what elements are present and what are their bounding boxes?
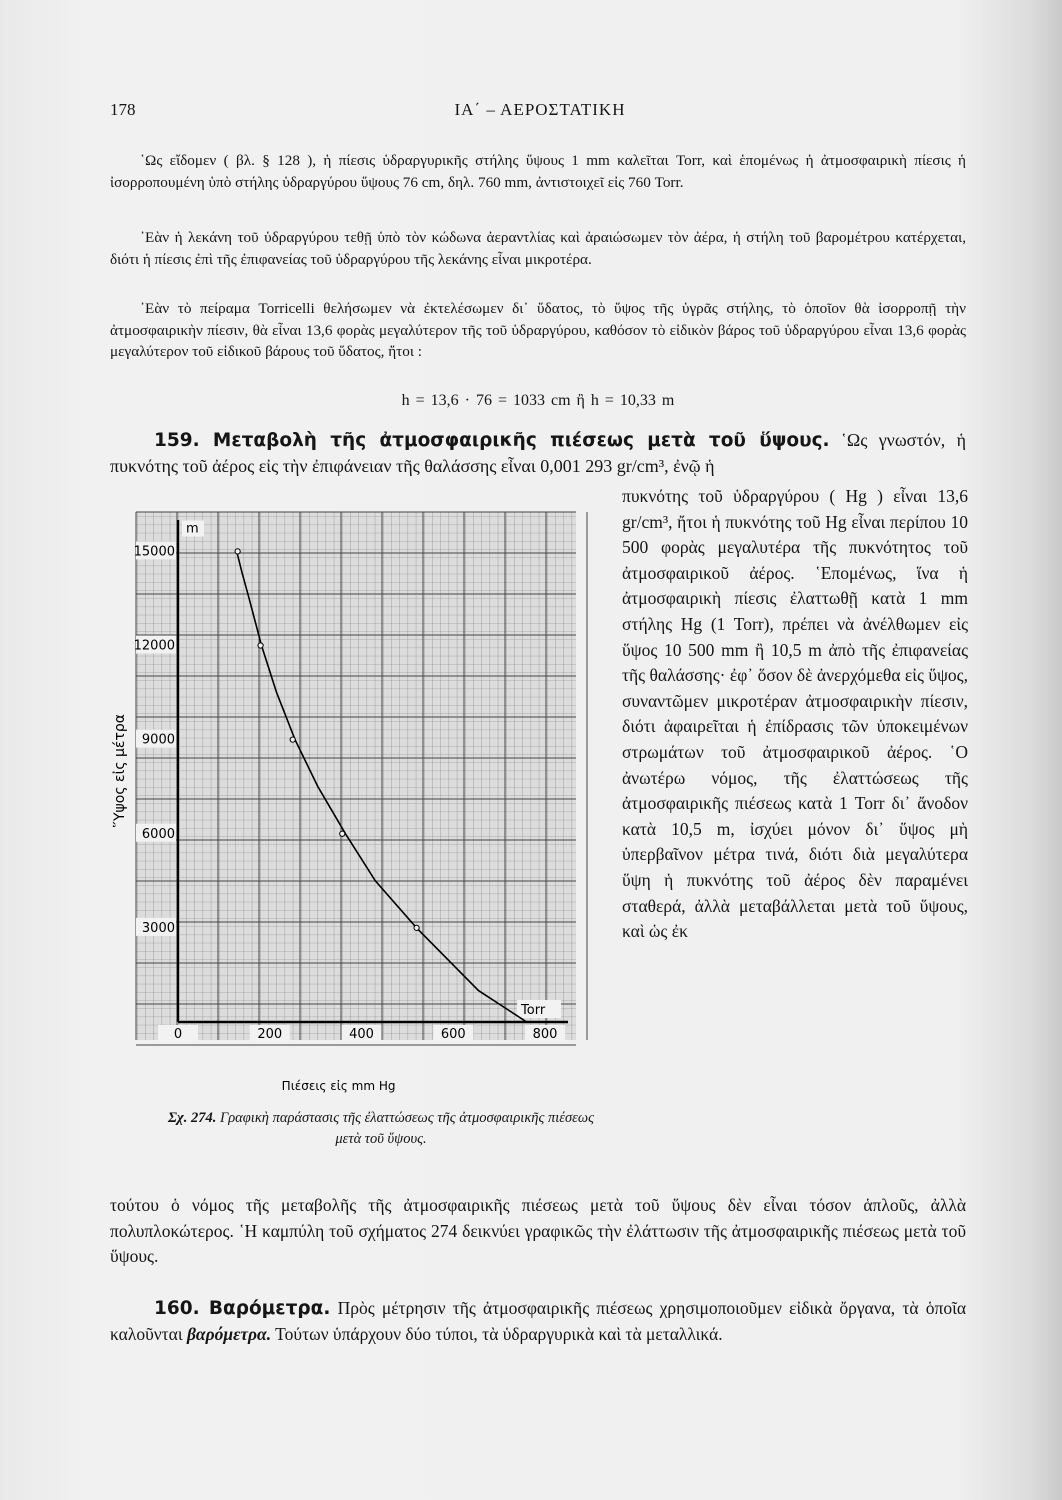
section-159-intro (110, 428, 966, 479)
paragraph-air-pump: ᾿Εὰν ἡ λεκάνη τοῦ ὑδραργύρου τεθῇ ὑπὸ τὸν κώδωνα ἀεραντλίας καὶ ἀραιώσωμεν τὸν ἀέρα, ἡ στήλη τοῦ βαρομέτρου κατέρχεται, διότι ἡ πίεσις ἐπὶ τῆς ἐπιφανείας τοῦ ὑδραργύρου τῆς λεκάνης εἶναι μικροτέρα. (110, 229, 966, 268)
y-tick-label: 3000 (141, 920, 175, 936)
y-tick-label: 9000 (141, 732, 175, 748)
section-160 (110, 1296, 966, 1347)
x-tick-label: 400 (349, 1027, 374, 1042)
page-header (110, 100, 970, 124)
x-tick-label: 600 (440, 1027, 466, 1042)
data-point (235, 549, 240, 554)
section-160-term: βαρόμετρα. (186, 1323, 272, 1344)
y-tick-label: 15000 (133, 544, 175, 560)
x-axis-unit: Torr (521, 1003, 546, 1018)
data-point (414, 925, 419, 930)
page-number: 178 (110, 100, 136, 119)
data-point (340, 831, 345, 836)
figure-274 (96, 500, 616, 1165)
x-axis-label: Πιέσεις εἰς mm Hg (281, 1079, 396, 1093)
graph-paper-grid (133, 512, 576, 1040)
figure-caption-text: Γραφικὴ παράστασις τῆς ἐλαττώσεως τῆς ἀτμοσφαιρικῆς πιέσεως μετὰ τοῦ ὕψους. (219, 1110, 594, 1147)
data-point (290, 737, 295, 742)
section-160-text-after: Τούτων ὑπάρχουν δύο τύποι, τὰ ὑδραργυρικὰ καὶ τὰ μεταλλικά. (275, 1323, 723, 1344)
section-159-title: 159. Μεταβολὴ τῆς ἀτμοσφαιρικῆς πιέσεως μετὰ τοῦ ὕψους. (154, 430, 830, 451)
section-159-continuation: τούτου ὁ νόμος τῆς μεταβολῆς τῆς ἀτμοσφαιρικῆς πιέσεως μετὰ τοῦ ὕψους δὲν εἶναι τόσον ἁπλοῦς, ἀλλὰ πολυπλοκώτερος. ῾Η καμπύλη τοῦ σχήματος 274 δεικνύει γραφικῶς τὴν ἐλάττωσιν τῆς ἀτμοσφαιρικῆς πιέσεως μετὰ τοῦ ὕψους. (110, 1195, 966, 1267)
section-159-side-column: πυκνότης τοῦ ὑδραργύρου ( Hg ) εἶναι 13,6 gr/cm³, ἤτοι ἡ πυκνότης τοῦ Hg εἶναι περίπου 10 500 φορὰς μεγαλυτέρα τῆς πυκνότητος τοῦ ἀτμοσφαιρικοῦ ἀέρος. ῾Επομένως, ἵνα ἡ ἀτμοσφαιρικὴ πίεσις ἐλαττωθῇ κατὰ 1 mm στήλης Hg (1 Torr), πρέπει νὰ ἀνέλθωμεν εἰς ὕψος 10 500 mm ἢ 10,5 m ἀπὸ τῆς ἐπιφανείας τῆς θαλάσσης· ἐφ᾿ ὅσον δὲ ἀνερχόμεθα εἰς ὕψος, συναντῶμεν μικροτέραν ἀτμοσφαιρικὴν πίεσιν, διότι ἀφαιρεῖται ἡ ἐπίδρασις τῶν ὑποκειμένων στρωμάτων τοῦ ἀτμοσφαιρικοῦ ἀέρος. ῾Ο ἀνωτέρω νόμος, τῆς ἐλαττώσεως τῆς ἀτμοσφαιρικῆς πιέσεως κατὰ 1 Torr δι᾿ ἄνοδον κατὰ 10,5 m, ἰσχύει μόνον δι᾿ ὕψος μὴ ὑπερβαῖνον μέτρα τινά, διότι διὰ μεγαλύτερα ὕψη ἡ πυκνότης τοῦ ἀέρος δὲν παραμένει σταθερά, ἀλλὰ μεταβάλλεται μετὰ τοῦ ὕψους, καὶ ὡς ἐκ (622, 486, 968, 942)
y-tick-label: 12000 (133, 638, 175, 654)
section-159-lead: ῾Ως γνωστόν, ἡ πυκνότης τοῦ ἀέρος εἰς τὴν ἐπιφάνειαν τῆς θαλάσσης εἶναι 0,001 293 gr/cm³, ἐνῷ ἡ (110, 430, 966, 476)
section-160-title: 160. Βαρόμετρα. (154, 1298, 331, 1319)
pressure-altitude-chart (96, 500, 616, 1100)
y-axis-unit: m (186, 521, 199, 537)
data-point (258, 643, 263, 648)
figure-caption (156, 1108, 606, 1150)
formula-water-column: h = 13,6 · 76 = 1033 cm ἢ h = 10,33 m (401, 392, 675, 409)
x-tick-label: 200 (257, 1027, 283, 1042)
paragraph-torr-definition: ῾Ως εἴδομεν ( βλ. § 128 ), ἡ πίεσις ὑδραργυρικῆς στήλης ὕψους 1 mm καλεῖται Torr, καὶ ἑπομένως ἡ ἀτμοσφαιρικὴ πίεσις ἡ ἰσορροπουμένη ὑπὸ στήλης ὑδραργύρου ὕψους 76 cm, δηλ. 760 mm, ἀντιστοιχεῖ εἰς 760 Torr. (110, 152, 966, 191)
x-tick-label: 0 (173, 1027, 183, 1042)
paragraph-torricelli-water: ᾿Εὰν τὸ πείραμα Torricelli θελήσωμεν νὰ ἐκτελέσωμεν δι᾿ ὕδατος, τὸ ὕψος τῆς ὑγρᾶς στήλης, τὸ ὁποῖον θὰ ἰσορροπῇ τὴν ἀτμοσφαιρικὴν πίεσιν, θὰ εἶναι 13,6 φορὰς μεγαλύτερον τῆς τοῦ ὑδραργύρου, καθόσον τὸ εἰδικὸν βάρος τοῦ ὑδραργύρου εἶναι 13,6 φορὰς μεγαλύτερον τοῦ εἰδικοῦ βάρους τοῦ ὕδατος, ἤτοι : (110, 300, 966, 360)
y-axis-label: ῞Υψος εἰς μέτρα (112, 713, 128, 829)
x-tick-label: 800 (532, 1027, 558, 1042)
y-tick-label: 6000 (141, 826, 175, 842)
section-160-text-before: Πρὸς μέτρησιν τῆς ἀτμοσφαιρικῆς πιέσεως χρησιμοποιοῦμεν εἰδικὰ ὄργανα, τὰ ὁποῖα καλοῦνται (110, 1298, 966, 1344)
running-head: ΙΑ΄ – ΑΕΡΟΣΤΑΤΙΚΗ (454, 100, 626, 119)
figure-caption-number: Σχ. 274. (168, 1110, 217, 1126)
